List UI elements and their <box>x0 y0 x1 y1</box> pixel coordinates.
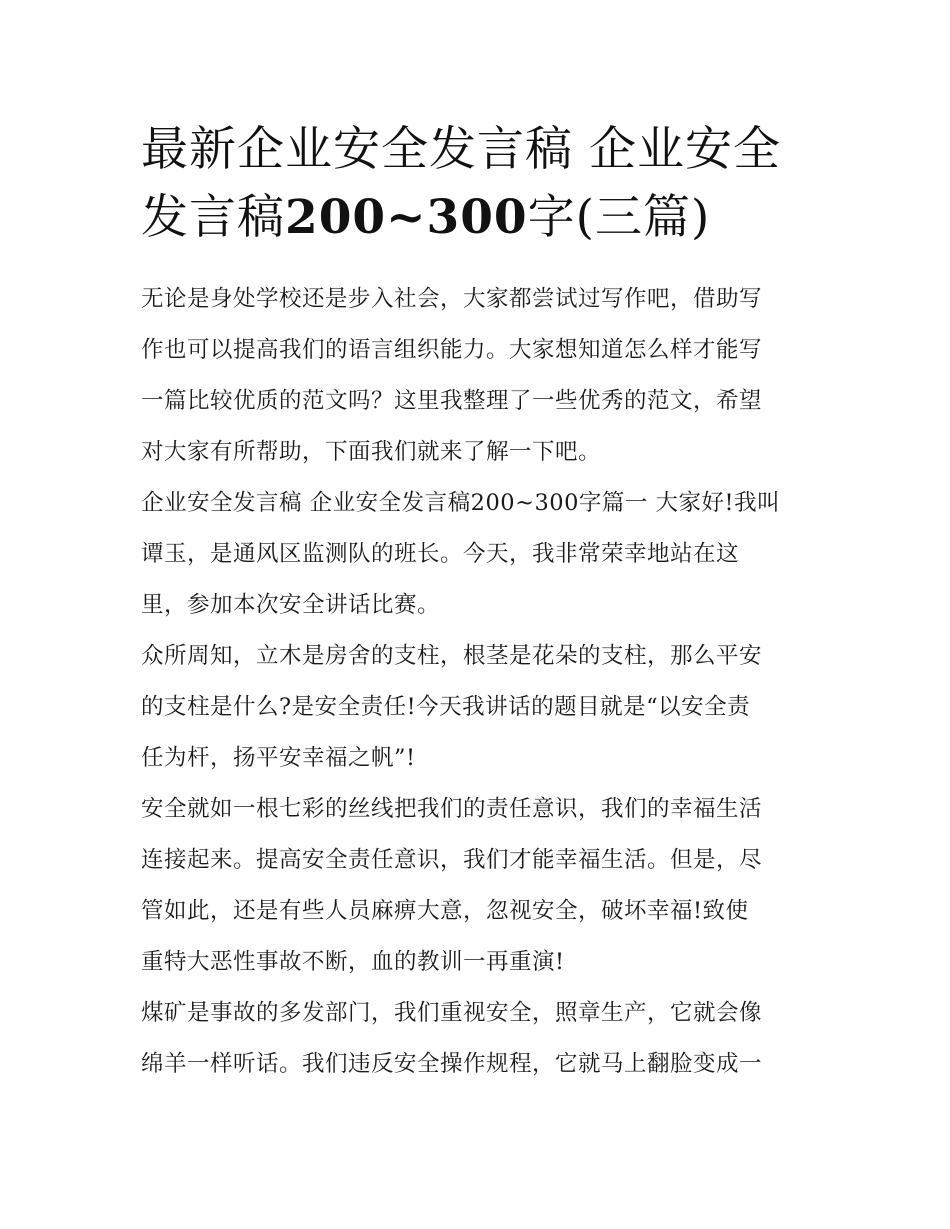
text-line: 企业安全发言稿 企业安全发言稿200~300字篇一 大家好!我叫 <box>141 490 781 516</box>
text-line: 众所周知，立木是房舍的支柱，根茎是花朵的支柱，那么平安 <box>141 643 763 669</box>
title-line <box>141 184 813 252</box>
paragraph-intro <box>141 274 813 478</box>
text-line: 安全就如一根七彩的丝线把我们的责任意识，我们的幸福生活 <box>141 796 763 822</box>
paragraph-pillar <box>141 631 813 784</box>
text-line: 无论是身处学校还是步入社会，大家都尝试过写作吧，借助写 <box>141 286 763 312</box>
title-text: 字(三篇) <box>527 190 711 245</box>
paragraph-speech-opening <box>141 478 813 631</box>
text-line: 绵羊一样听话。我们违反安全操作规程，它就马上翻脸变成一 <box>141 1051 763 1077</box>
document-page <box>141 116 813 1090</box>
title-number: 200~300 <box>285 190 528 245</box>
text-line: 对大家有所帮助，下面我们就来了解一下吧。 <box>141 439 602 465</box>
text-line: 任为杆，扬平安幸福之帆”! <box>141 745 416 771</box>
text-line: 的支柱是什么?是安全责任!今天我讲话的题目就是“以安全责 <box>141 694 751 720</box>
text-line: 重特大恶性事故不断，血的教训一再重演! <box>141 949 565 975</box>
text-line: 作也可以提高我们的语言组织能力。大家想知道怎么样才能写 <box>141 337 763 363</box>
title-text: 发言稿 <box>141 190 285 245</box>
paragraph-responsibility <box>141 784 813 988</box>
text-line: 管如此，还是有些人员麻痹大意，忽视安全，破坏幸福!致使 <box>141 898 749 924</box>
paragraph-coal-mine <box>141 988 813 1090</box>
text-line: 一篇比较优质的范文吗？这里我整理了一些优秀的范文，希望 <box>141 388 763 414</box>
text-line: 谭玉，是通风区监测队的班长。今天，我非常荣幸地站在这 <box>141 541 740 567</box>
title-text: 最新企业安全发言稿 企业安全 <box>141 122 781 177</box>
text-line: 连接起来。提高安全责任意识，我们才能幸福生活。但是，尽 <box>141 847 763 873</box>
text-line: 里，参加本次安全讲话比赛。 <box>141 592 441 618</box>
document-title <box>141 116 813 252</box>
document-body <box>141 274 813 1090</box>
title-line <box>141 116 813 184</box>
text-line: 煤矿是事故的多发部门，我们重视安全，照章生产，它就会像 <box>141 1000 763 1026</box>
